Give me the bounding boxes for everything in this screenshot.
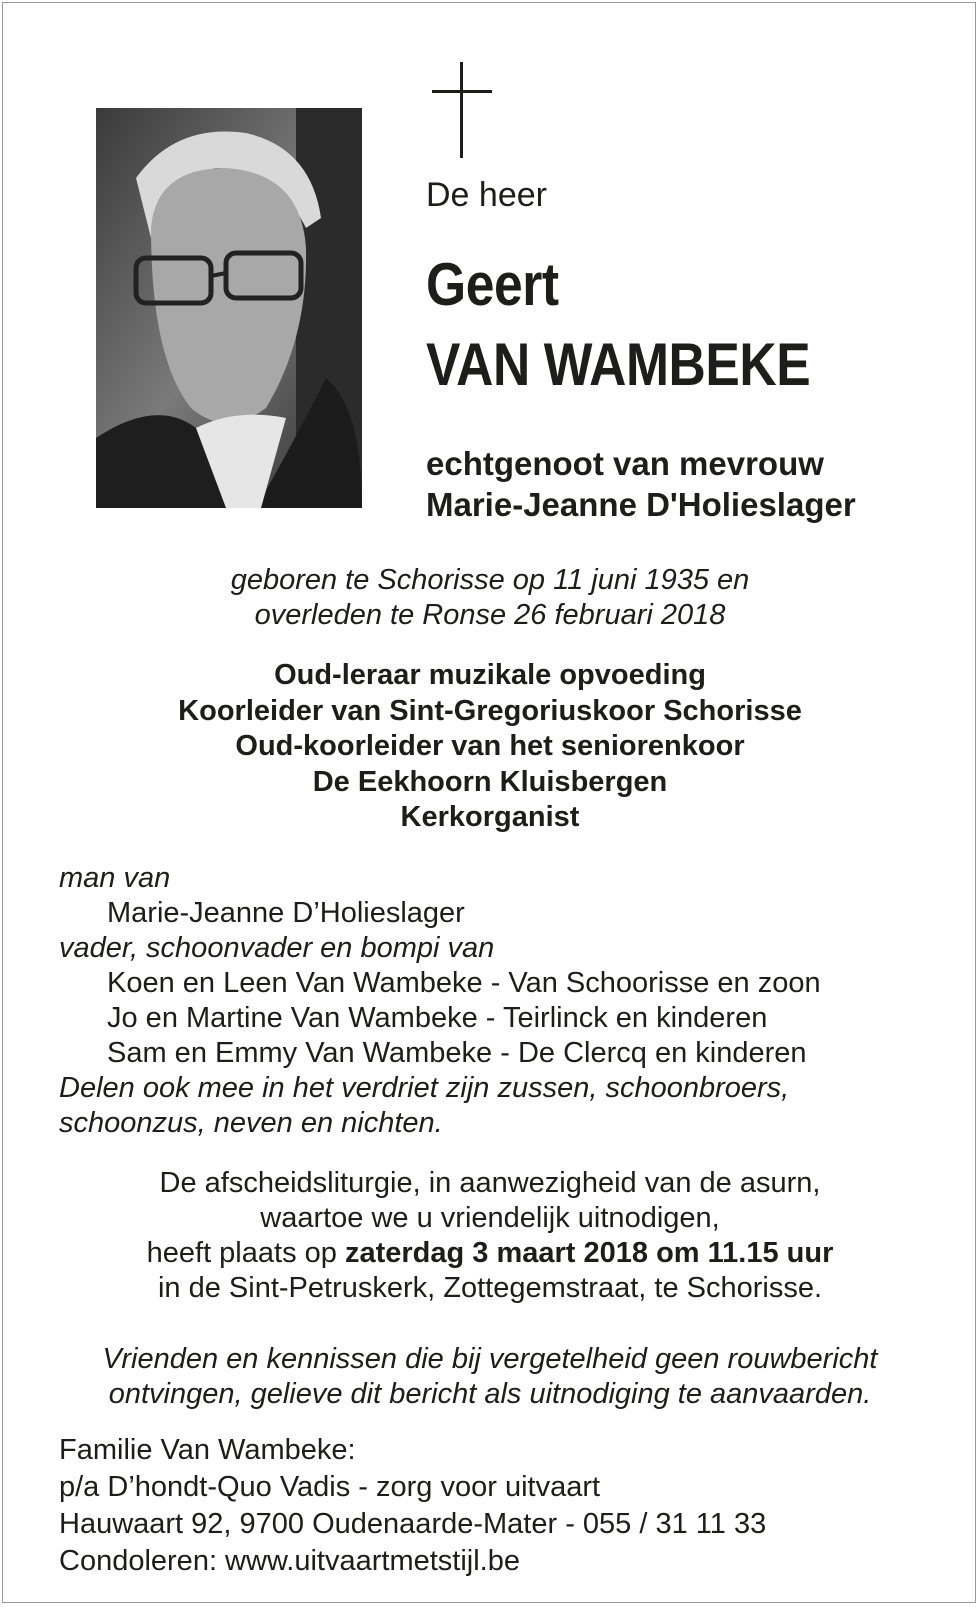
portrait-photo [96,108,362,508]
spouse-line: echtgenoot van mevrouw [426,445,824,482]
child-line: Koen en Leen Van Wambeke - Van Schoorisse en zoon [107,967,821,999]
vader-van-label: vader, schoonvader en bompi van [59,932,495,964]
invitation-note [0,1342,980,1412]
also-grieving-line: schoonzus, neven en nichten. [59,1107,443,1139]
service-line: waartoe we u vriendelijk uitnodigen, [260,1202,720,1234]
also-grieving-line: Delen ook mee in het verdriet zijn zussen, schoonbroers, [59,1072,790,1104]
service-date-line [0,1236,980,1271]
birth-death-block [0,563,980,633]
contact-block [59,1432,766,1580]
spouse-name: Marie-Jeanne D'Holieslager [426,486,856,523]
wife-name: Marie-Jeanne D’Holieslager [107,897,465,929]
invite-line: Vrienden en kennissen die bij vergetelheid geen rouwbericht [102,1343,878,1375]
service-line: De afscheidsliturgie, in aanwezigheid van de asurn, [159,1167,821,1199]
cross-icon [432,62,492,158]
man-van-label: man van [59,862,171,894]
birth-line: geboren te Schorisse op 11 juni 1935 en [230,564,750,596]
invite-line: ontvingen, gelieve dit bericht als uitnodiging te aanvaarden. [108,1378,872,1410]
service-block [0,1166,980,1306]
role-line: De Eekhoorn Kluisbergen [312,765,668,798]
child-line: Jo en Martine Van Wambeke - Teirlinck en kinderen [107,1002,768,1034]
death-line: overleden te Ronse 26 februari 2018 [254,599,726,631]
role-line: Oud-leraar muzikale opvoeding [274,659,706,691]
contact-line: Familie Van Wambeke: [59,1434,356,1466]
last-name: VAN WAMBEKE [426,331,811,398]
contact-website: Condoleren: www.uitvaartmetstijl.be [59,1545,520,1577]
spouse-block [426,443,856,525]
role-line: Kerkorganist [400,801,580,833]
role-line: Oud-koorleider van het seniorenkoor [235,730,745,762]
service-location: in de Sint-Petruskerk, Zottegemstraat, te Schorisse. [157,1272,823,1304]
child-line: Sam en Emmy Van Wambeke - De Clercq en kinderen [107,1037,807,1069]
service-prefix: heeft plaats op [146,1237,345,1269]
family-block [59,861,959,1141]
first-name: Geert [426,251,559,318]
contact-line: p/a D’hondt-Quo Vadis - zorg voor uitvaart [59,1471,601,1503]
contact-line: Hauwaart 92, 9700 Oudenaarde-Mater - 055 / 31 11 33 [59,1508,767,1540]
roles-block [0,658,980,836]
role-line: Koorleider van Sint-Gregoriuskoor Schorisse [178,694,802,727]
service-date: zaterdag 3 maart 2018 om 11.15 uur [344,1237,834,1269]
salutation: De heer [426,176,547,214]
